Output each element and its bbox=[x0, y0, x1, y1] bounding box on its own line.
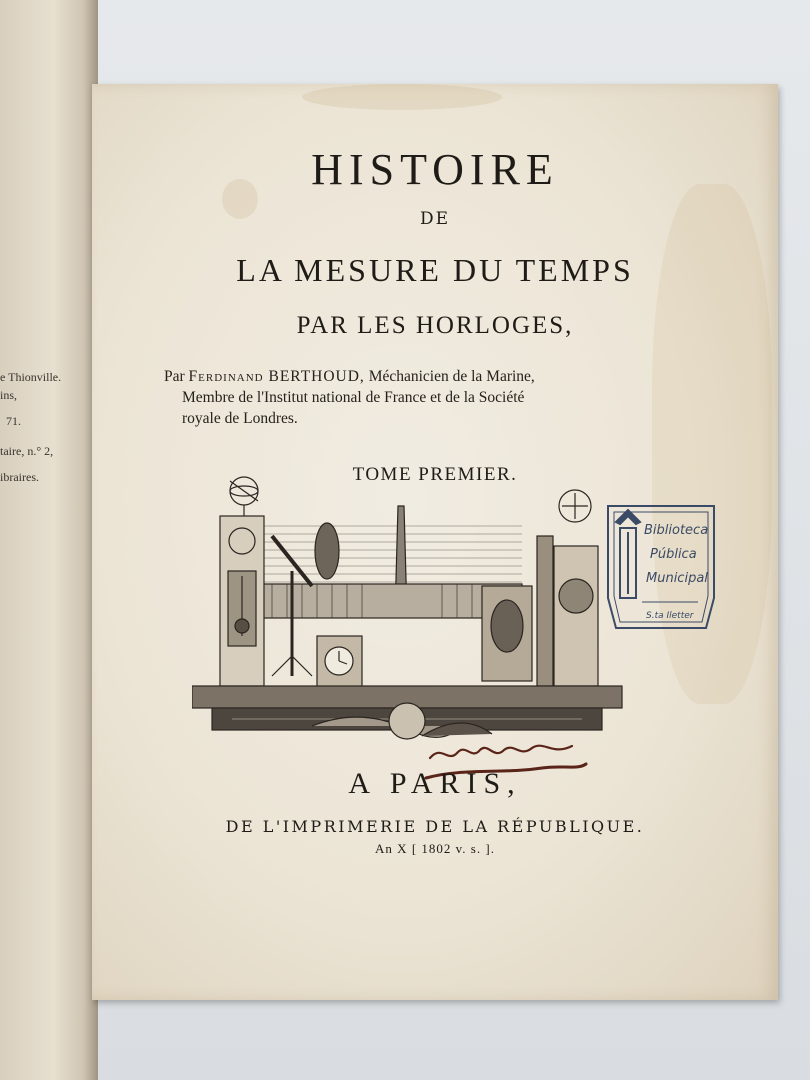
left-page-fragment: ibraires. bbox=[0, 470, 39, 484]
author-line-2: Membre de l'Institut national de France et de la Société bbox=[182, 389, 525, 406]
title-page bbox=[92, 84, 778, 1000]
left-page-fragment: taire, n.° 2, bbox=[0, 444, 54, 458]
title-de: DE bbox=[419, 209, 451, 229]
title-mesure-du-temps: LA MESURE DU TEMPS bbox=[236, 252, 634, 288]
title-histoire: HISTOIRE bbox=[311, 145, 559, 194]
tome-premier: TOME PREMIER. bbox=[352, 464, 518, 485]
imprint-date: An X [ 1802 v. s. ]. bbox=[375, 841, 495, 856]
stamp-line-3: Municipal bbox=[646, 571, 708, 586]
left-page-fragment: 71. bbox=[6, 414, 21, 428]
left-page-fragment: ins, bbox=[0, 388, 18, 402]
stain bbox=[302, 84, 502, 110]
library-stamp-icon bbox=[602, 502, 720, 642]
author-par: Par bbox=[164, 368, 185, 385]
left-page-fragment: e Thionville. bbox=[0, 370, 62, 384]
imprint-press: DE L'IMPRIMERIE DE LA RÉPUBLIQUE. bbox=[225, 817, 645, 836]
title-par-les-horloges: PAR LES HORLOGES, bbox=[296, 312, 574, 339]
stamp-line-1: Biblioteca bbox=[644, 523, 709, 538]
imprint-city: A PARIS, bbox=[348, 767, 522, 800]
clock-engraving-icon bbox=[192, 476, 632, 758]
author-line-3: royale de Londres. bbox=[182, 410, 298, 427]
author-name: Ferdinand BERTHOUD, bbox=[188, 368, 365, 385]
author-line-1 bbox=[164, 366, 724, 387]
stamp-line-4: S.ta Iletter bbox=[646, 611, 694, 621]
author-role: Méchanicien de la Marine, bbox=[368, 368, 535, 385]
stamp-line-2: Pública bbox=[650, 547, 697, 562]
left-facing-page bbox=[0, 0, 98, 1080]
